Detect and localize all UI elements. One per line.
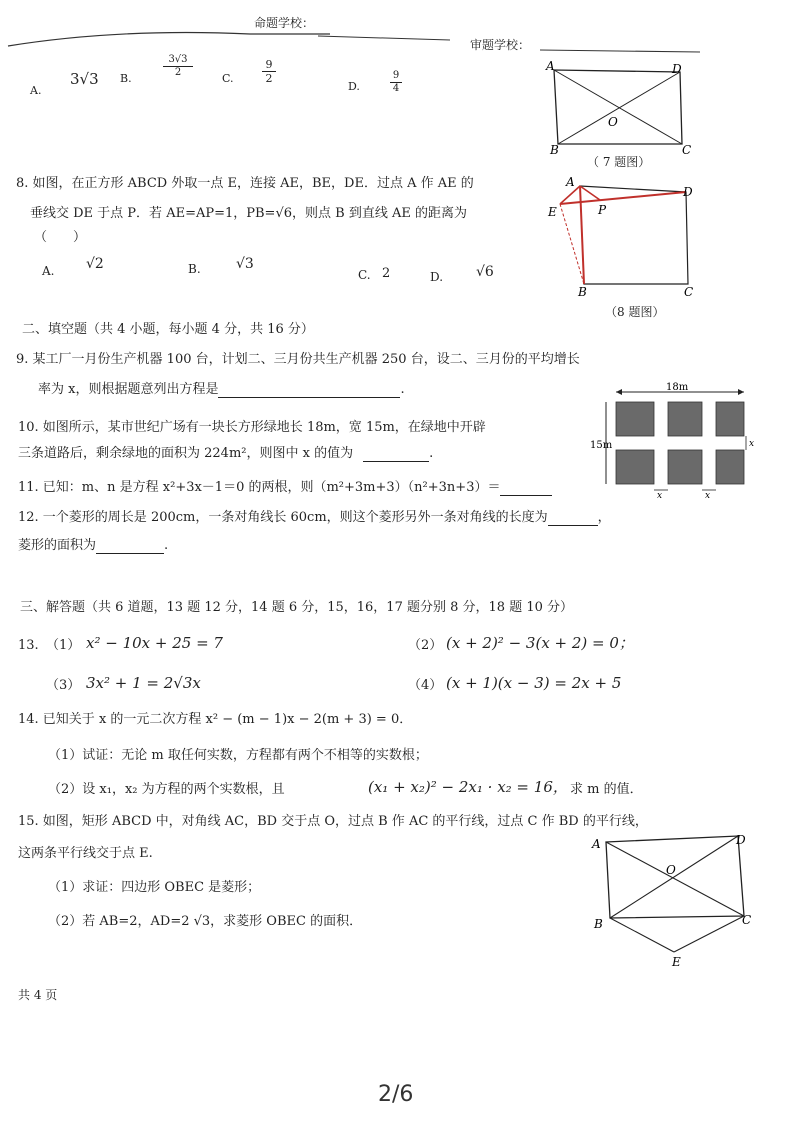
q8-line3: （ ） — [34, 230, 87, 245]
q12-answer-blank-1[interactable] — [548, 525, 598, 526]
q13-1-expr: x² − 10x + 25 = 7 — [86, 634, 223, 652]
q7-figure-caption: （ 7 题图） — [587, 155, 651, 169]
q8-line2: 垂线交 DE 于点 P．若 AE=AP=1，PB=√6，则点 B 到直线 AE 的距离为 — [30, 206, 467, 221]
q13-1-label: （1） — [46, 638, 81, 653]
q10-fig-height-label: 15m — [590, 440, 613, 451]
q7-label-c: C — [682, 143, 692, 157]
q10-fig-width-label: 18m — [666, 382, 689, 393]
q8-option-d-value: √6 — [476, 264, 494, 280]
q10-fig-x-right: x — [749, 439, 755, 449]
q12-line2-wrap — [18, 538, 168, 554]
total-pages: 共 4 页 — [18, 988, 58, 1002]
q8-option-b-letter: B. — [188, 262, 201, 276]
q14-part2-expr: (x₁ + x₂)² − 2x₁ · x₂ = 16， — [368, 778, 568, 796]
q13-3-expr: 3x² + 1 = 2√3x — [86, 674, 201, 692]
q8-label-p: P — [598, 203, 607, 217]
q12-line1-text: 12. 一个菱形的周长是 200cm，一条对角线长 60cm，则这个菱形另外一条对角线的长度为 — [18, 510, 548, 525]
q8-label-e: E — [548, 205, 557, 219]
q12-answer-blank-2[interactable] — [96, 553, 164, 554]
q7-label-o: O — [608, 115, 618, 129]
q8-option-a-value: √2 — [86, 256, 104, 272]
q14-part2-a: （2）设 x₁，x₂ 为方程的两个实数根，且 — [48, 782, 285, 797]
q10-line2-wrap — [18, 446, 433, 462]
q12-line2-text: 菱形的面积为 — [18, 538, 97, 553]
q12-line1-wrap — [18, 510, 611, 526]
q11-wrap — [18, 480, 552, 496]
q7-option-d-den: 4 — [392, 83, 400, 94]
q8-figure — [540, 172, 710, 302]
section2-title: 二、填空题（共 4 小题，每小题 4 分，共 16 分） — [22, 322, 314, 337]
q7-label-b: B — [550, 143, 559, 157]
q7-option-d-frac — [390, 70, 402, 95]
q7-option-d-letter: D. — [348, 80, 360, 93]
q11-text: 11. 已知：m、n 是方程 x²+3x－1＝0 的两根，则（m²+3m+3）（n²+3n+3）＝ — [18, 480, 501, 495]
q10-line1: 10. 如图所示，某市世纪广场有一块长方形绿地长 18m，宽 15m，在绿地中开辟 — [18, 420, 486, 435]
q8-figure-caption: （8 题图） — [605, 305, 665, 319]
q13-num: 13. — [18, 638, 39, 653]
q10-fig-x-bottom2: x — [705, 491, 711, 501]
q14-stem: 14. 已知关于 x 的一元二次方程 x² − (m − 1)x − 2(m + 3) = 0． — [18, 712, 413, 727]
q8-option-a-letter: A. — [42, 264, 55, 278]
q7-option-a-value: 3√3 — [70, 70, 99, 88]
q8-option-c-letter: C. — [358, 268, 371, 282]
q8-line1: 8. 如图，在正方形 ABCD 外取一点 E，连接 AE，BE，DE．过点 A 作 AE 的 — [16, 176, 474, 191]
q11-answer-blank[interactable] — [500, 495, 552, 496]
q10-line2-text: 三条道路后，剩余绿地的面积为 224m²，则图中 x 的值为 — [18, 446, 354, 461]
setter-school-label: 命题学校： — [254, 16, 315, 30]
q9-line2-text: 率为 x，则根据题意列出方程是 — [38, 382, 219, 397]
q8-option-c-value: 2 — [382, 266, 391, 281]
q7-option-c-frac — [262, 58, 276, 85]
page-indicator: 2/6 — [378, 1082, 414, 1107]
q14-part2-b: 求 m 的值． — [570, 782, 643, 797]
q12-line2-end: . — [164, 538, 169, 553]
q13-2-label: （2） — [408, 638, 443, 653]
q9-answer-blank[interactable] — [218, 397, 400, 398]
q15-line1: 15. 如图，矩形 ABCD 中，对角线 AC，BD 交于点 O，过点 B 作 AC 的平行线，过点 C 作 BD 的平行线， — [18, 814, 648, 829]
q8-option-b-value: √3 — [236, 256, 254, 272]
q13-3-label: （3） — [46, 678, 81, 693]
q7-label-a: A — [546, 59, 555, 73]
q7-option-b-den: 2 — [174, 67, 182, 78]
q15-label-e: E — [672, 955, 681, 969]
q15-part2: （2）若 AB=2，AD=2 √3，求菱形 OBEC 的面积． — [48, 914, 363, 929]
q13-2-expr: (x + 2)² − 3(x + 2) = 0； — [446, 634, 634, 652]
q15-label-d: D — [736, 833, 746, 847]
q10-figure — [590, 382, 764, 502]
q10-fig-x-bottom1: x — [657, 491, 663, 501]
q8-label-c: C — [684, 285, 694, 299]
q8-option-d-letter: D. — [430, 270, 444, 284]
q7-option-b-letter: B. — [120, 72, 132, 85]
q7-label-d: D — [672, 62, 682, 76]
q15-line2: 这两条平行线交于点 E. — [18, 846, 153, 861]
q7-option-d-num: 9 — [390, 70, 402, 83]
q12-line1-end: ， — [597, 510, 611, 525]
section3-title: 三、解答题（共 6 道题，13 题 12 分，14 题 6 分，15，16，17 题分别 8 分，18 题 10 分） — [20, 600, 574, 615]
q15-part1: （1）求证：四边形 OBEC 是菱形； — [48, 880, 261, 895]
q7-option-c-letter: C. — [222, 72, 234, 85]
q7-option-a-letter: A. — [30, 84, 42, 97]
q7-option-c-num: 9 — [262, 58, 276, 72]
q8-label-b: B — [578, 285, 587, 299]
q14-part1: （1）试证：无论 m 取任何实数，方程都有两个不相等的实数根； — [48, 748, 428, 763]
q10-answer-blank[interactable] — [363, 461, 429, 462]
q15-label-a: A — [592, 837, 601, 851]
q9-line2-end: . — [400, 382, 405, 397]
q7-option-b-frac — [163, 54, 193, 79]
q13-4-label: （4） — [408, 678, 443, 693]
q7-option-b-num: 3√3 — [163, 54, 193, 67]
q15-label-b: B — [594, 917, 603, 931]
q15-label-c: C — [742, 913, 752, 927]
q7-option-c-den: 2 — [265, 72, 273, 86]
q10-line2-end: . — [429, 446, 434, 461]
q8-label-a: A — [566, 175, 575, 189]
q7-figure — [540, 58, 710, 168]
q9-line2 — [38, 382, 405, 398]
q15-figure — [588, 828, 758, 970]
q15-label-o: O — [666, 863, 676, 877]
q9-line1: 9. 某工厂一月份生产机器 100 台，计划二、三月份共生产机器 250 台，设二、三月份的平均增长 — [16, 352, 580, 367]
reviewer-school-label: 审题学校： — [470, 38, 531, 52]
q8-label-d: D — [683, 185, 693, 199]
q13-4-expr: (x + 1)(x − 3) = 2x + 5 — [446, 674, 622, 692]
